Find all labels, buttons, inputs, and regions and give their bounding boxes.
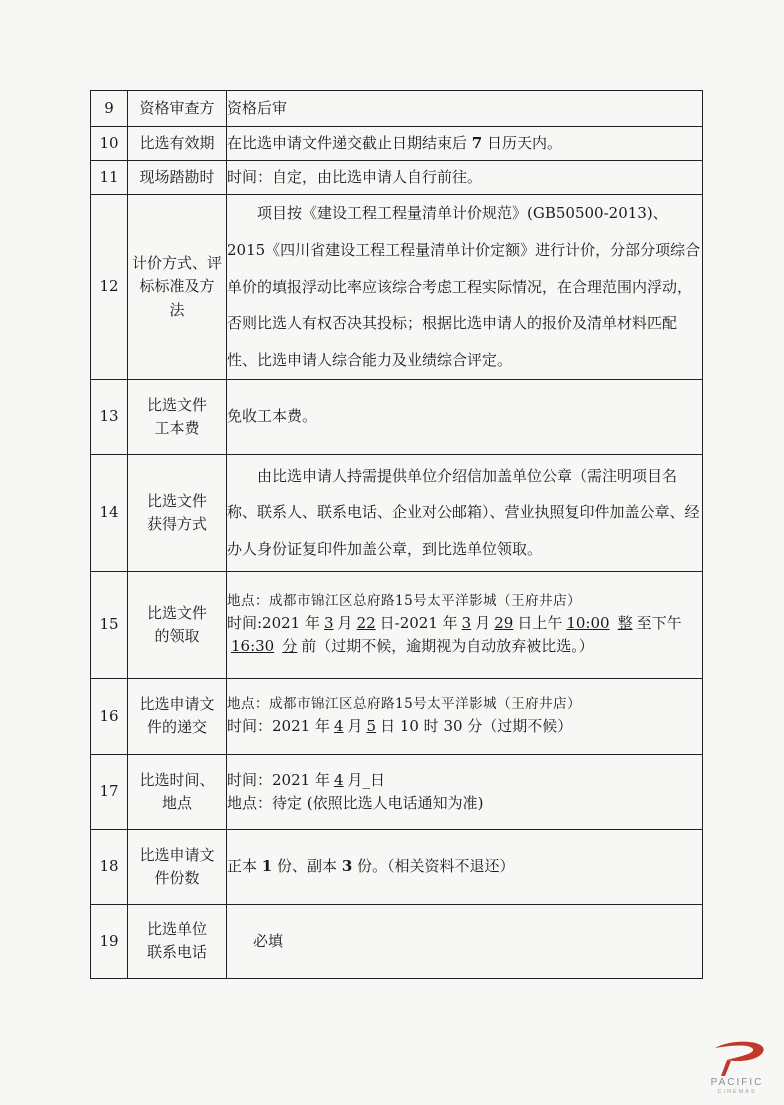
- row-number: 9: [91, 91, 128, 127]
- table-row-9: [91, 91, 703, 127]
- row-content: 时间：自定，由比选申请人自行前往。: [227, 161, 703, 195]
- row-content: 在比选申请文件递交截止日期结束后 7 日历天内。: [227, 127, 703, 161]
- table-row-11: [91, 161, 703, 195]
- row-number: 18: [91, 829, 128, 904]
- table-row-17: [91, 754, 703, 829]
- row-number: 10: [91, 127, 128, 161]
- row-number: 12: [91, 195, 128, 380]
- row-content: 免收工本费。: [227, 379, 703, 454]
- pickup-time: 时间:2021 年 3 月 22 日-2021 年 3 月 29 日上午 10:00 整 至下午16:30 分 前（过期不候，逾期视为自动放弃被比选。）: [227, 613, 682, 656]
- table-row-16: [91, 678, 703, 754]
- row-content: 正本 1 份、副本 3 份。（相关资料不退还）: [227, 829, 703, 904]
- row-content: [227, 195, 703, 380]
- logo-swoosh-icon: [697, 1040, 777, 1080]
- row-label: 比选文件 获得方式: [128, 454, 227, 571]
- table-row-12: [91, 195, 703, 380]
- row-number: 15: [91, 571, 128, 678]
- row-label: 计价方式、评 标标准及方 法: [128, 195, 227, 380]
- pricing-method-text: 项目按《建设工程工程量清单计价规范》(GB50500-2013)、2015《四川省建设工程工程量清单计价定额》进行计价，分部分项综合单价的填报浮动比率应该综合考虑工程实际情况，在合理范围内浮动，否则比选人有权否决其投标；根据比选申请人的报价及清单材料匹配性、比选申请人综合能力及业绩综合评定。: [227, 204, 701, 369]
- row-number: 16: [91, 678, 128, 754]
- table-row-14: [91, 454, 703, 571]
- table-row-15: [91, 571, 703, 678]
- row-label: 比选文件 的领取: [128, 571, 227, 678]
- row-label: 资格审查方: [128, 91, 227, 127]
- submission-location: 地点：成都市锦江区总府路15号太平洋影城（王府井店）: [227, 696, 582, 713]
- logo-sub-text: CINEMAS: [717, 1089, 757, 1095]
- row-label: 现场踏勘时: [128, 161, 227, 195]
- row-content: [227, 454, 703, 571]
- selection-time: 时间：2021 年 4 月_日: [227, 770, 386, 789]
- table-row-13: [91, 379, 703, 454]
- row-content: [227, 754, 703, 829]
- row-number: 11: [91, 161, 128, 195]
- logo-brand-text: PACIFIC: [710, 1077, 764, 1088]
- row-label: 比选单位 联系电话: [128, 904, 227, 978]
- table-row-19: [91, 904, 703, 978]
- pickup-location: 地点：成都市锦江区总府路15号太平洋影城（王府井店）: [227, 593, 582, 610]
- acquisition-method-text: 由比选申请人持需提供单位介绍信加盖单位公章（需注明项目名称、联系人、联系电话、企业对公邮箱）、营业执照复印件加盖公章、经办人身份证复印件加盖公章，到比选单位领取。: [227, 466, 700, 559]
- row-label: 比选文件 工本费: [128, 379, 227, 454]
- row-content: 资格后审: [227, 91, 703, 127]
- row-label: 比选申请文 件份数: [128, 829, 227, 904]
- pacific-cinemas-logo: [697, 1040, 777, 1100]
- bid-info-table: [90, 90, 703, 979]
- row-content: [227, 571, 703, 678]
- row-label: 比选有效期: [128, 127, 227, 161]
- row-number: 19: [91, 904, 128, 978]
- table-row-10: [91, 127, 703, 161]
- row-number: 13: [91, 379, 128, 454]
- table-row-18: [91, 829, 703, 904]
- row-number: 14: [91, 454, 128, 571]
- row-content: 必填: [227, 904, 703, 978]
- row-content: [227, 678, 703, 754]
- submission-time: 时间：2021 年 4 月 5 日 10 时 30 分（过期不候）: [227, 717, 573, 736]
- selection-location: 地点：待定 (依照比选人电话通知为准): [227, 793, 484, 812]
- row-number: 17: [91, 754, 128, 829]
- row-label: 比选时间、 地点: [128, 754, 227, 829]
- row-label: 比选申请文 件的递交: [128, 678, 227, 754]
